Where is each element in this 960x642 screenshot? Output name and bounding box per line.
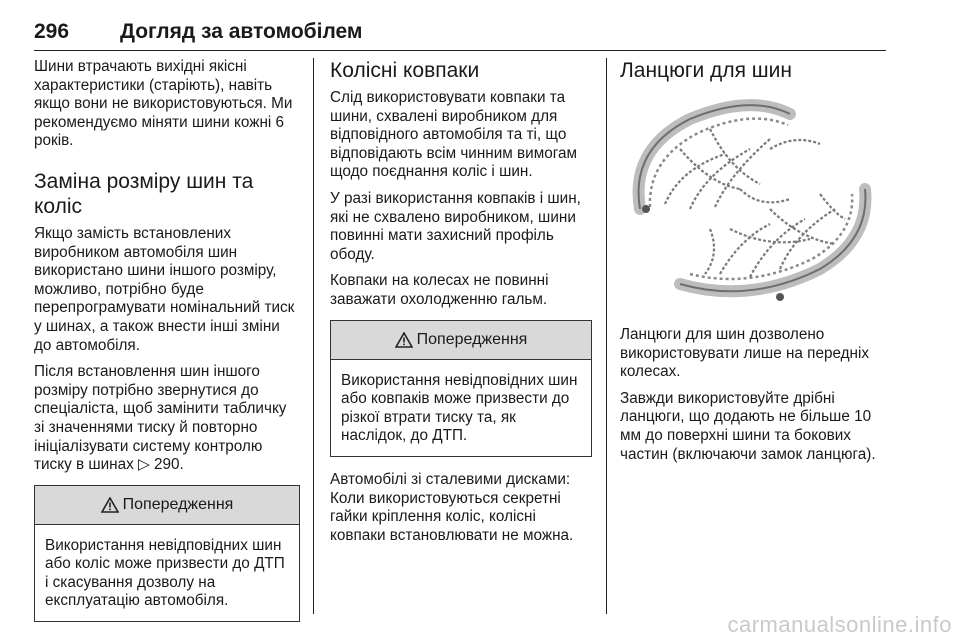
warning-header	[331, 321, 591, 360]
column-middle	[330, 58, 592, 553]
warning-text: Використання невідповідних шин або ковпаків може призвести до різкої втрати тиску та, як наслідок, до ДТП.	[341, 371, 578, 445]
column-right	[620, 58, 888, 472]
warning-triangle-icon	[395, 332, 413, 348]
section-heading-snow-chains: Ланцюги для шин	[620, 59, 792, 82]
page-header	[34, 14, 886, 51]
page-number: 296	[34, 20, 70, 43]
warning-box	[330, 320, 592, 457]
section-heading-tire-size: Заміна розміру шин та коліс	[34, 169, 254, 218]
paragraph: У разі використання ковпаків і шин, які не схвалено виробником, шини повинні мати захисний профіль ободу.	[330, 189, 581, 263]
paragraph: Ланцюги для шин дозволено використовувати лише на передніх колесах.	[620, 326, 870, 381]
watermark: carmanualsonline.info	[727, 612, 952, 637]
page-reference: 290.	[154, 456, 184, 474]
paragraph-text: Після встановлення шин іншого розміру потрібно звернутися до спеціаліста, щоб замінити табличку зі значеннями тиску й повторно ініціалізувати систему контролю тиску в шинах	[34, 363, 287, 474]
paragraph	[34, 363, 300, 475]
paragraph: Автомобілі зі сталевими дисками: Коли використовуються секретні гайки кріплення коліс, колісні ковпаки встановлювати не можна.	[330, 470, 574, 544]
column-divider	[606, 58, 607, 614]
paragraph: Якщо замість встановлених виробником автомобіля шин використано шини іншого розміру, можливо, потрібно буде перепрограмувати номінальний тиск у шинах, а також внести інші зміни до автомобіля.	[34, 224, 295, 354]
warning-title: Попередження	[416, 330, 528, 348]
snow-chains-illustration	[620, 89, 884, 309]
section-heading-wheel-covers: Колісні ковпаки	[330, 59, 480, 82]
warning-title: Попередження	[122, 495, 234, 513]
page-title: Догляд за автомобілем	[120, 20, 363, 43]
column-left	[34, 58, 300, 622]
warning-body	[331, 360, 591, 456]
warning-text: Використання невідповідних шин або коліс може призвести до ДТП і скасування дозволу на експлуатацію автомобіля.	[45, 536, 285, 610]
paragraph: Ковпаки на колесах не повинні заважати охолодженню гальм.	[330, 272, 549, 308]
warning-body	[35, 525, 299, 621]
warning-box	[34, 485, 300, 622]
paragraph: Слід використовувати ковпаки та шини, схвалені виробником для відповідного автомобіля та ті, що відповідають всім чинним вимогам щодо поєднання коліс і шин.	[330, 89, 578, 181]
paragraph: Завжди використовуйте дрібні ланцюги, що додають не більше 10 мм до поверхні шини та бокових частин (включаючи замок ланцюга).	[620, 389, 876, 463]
page-ref-arrow-icon: ▷	[138, 456, 150, 474]
intro-paragraph: Шини втрачають вихідні якісні характеристики (старіють), навіть якщо вони не використовуються. Ми рекомендуємо міняти шини кожні 6 років.	[34, 58, 293, 150]
column-divider	[313, 58, 314, 614]
warning-header	[35, 486, 299, 525]
warning-triangle-icon	[101, 497, 119, 513]
